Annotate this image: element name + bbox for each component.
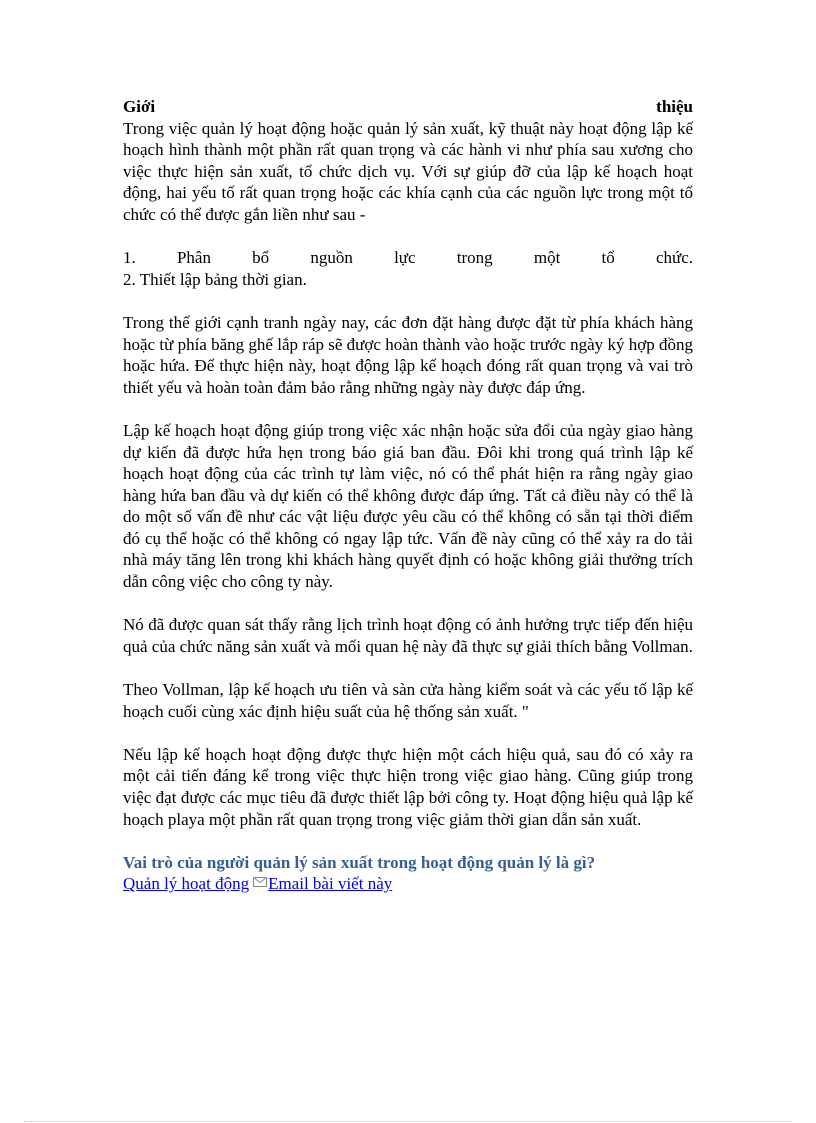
- list-word: một: [533, 248, 561, 268]
- article-links: [123, 873, 693, 895]
- list-word: trong: [456, 248, 493, 268]
- list-word: 1.: [123, 248, 136, 268]
- spacer: [123, 830, 693, 852]
- list-word: bổ: [252, 248, 270, 268]
- intro-paragraph: Trong việc quản lý hoạt động hoặc quản lý sản xuất, kỹ thuật này hoạt động lập kế hoạch hình thành một phần rất quan trọng và các hành vi như phía sau xương cho việc thực hiện sản xuất, tổ chức dịch vụ. Với sự giúp đỡ của lập kế hoạch hoạt động, hai yếu tố rất quan trọng hoặc các khía cạnh của các nguồn lực trong một tổ chức có thể được gắn liền như sau -: [123, 118, 693, 224]
- heading-right-word: thiệu: [656, 97, 693, 116]
- body-paragraph: Trong thế giới cạnh tranh ngày nay, các đơn đặt hàng được đặt từ phía khách hàng hoặc từ phía băng ghế lắp ráp sẽ được hoàn thành vào hoặc trước ngày ký hợp đồng hoặc hứa. Để thực hiện này, hoạt động lập kế hoạch đóng rất quan trọng và vai trò thiết yếu và hoàn toàn đảm bảo rằng những ngày này được đáp ứng.: [123, 312, 693, 397]
- email-article-link[interactable]: Email bài viết này: [268, 874, 393, 894]
- envelope-icon[interactable]: [253, 877, 267, 887]
- question-heading: Vai trò của người quản lý sản xuất trong hoạt động quản lý là gì?: [123, 852, 596, 872]
- list-item-1: [123, 247, 693, 269]
- list-word: nguồn: [310, 248, 353, 268]
- list-word: lực: [394, 248, 416, 268]
- body-paragraph: Nếu lập kế hoạch hoạt động được thực hiện một cách hiệu quả, sau đó có xảy ra một cải tiến đáng kể trong việc thực hiện trong việc giao hàng. Cũng giúp trong việc đạt được các mục tiêu đã được thiết lập bởi công ty. Hoạt động hiệu quả lập kế hoạch playa một phần rất quan trọng trong việc giảm thời gian dẫn sản xuất.: [123, 744, 693, 829]
- list-item-2: 2. Thiết lập bảng thời gian.: [123, 269, 307, 289]
- body-paragraph: Theo Vollman, lập kế hoạch ưu tiên và sàn cửa hàng kiểm soát và các yếu tố lập kế hoạch cuối cùng xác định hiệu suất của hệ thống sản xuất. ": [123, 680, 693, 721]
- heading-left-word: Giới: [123, 97, 156, 116]
- list-word: chức.: [655, 248, 693, 268]
- list-word: tổ: [601, 248, 615, 268]
- document-page: [123, 96, 693, 895]
- spacer: [123, 290, 693, 312]
- body-paragraph: Lập kế hoạch hoạt động giúp trong việc xác nhận hoặc sửa đổi của ngày giao hàng dự kiến đã được hứa hẹn trong báo giá ban đầu. Đôi khi trong quá trình lập kế hoạch hoạt động của các trình tự làm việc, nó có thể phát hiện ra rằng ngày giao hàng hứa ban đầu và dự kiến có thể không được đáp ứng. Tất cả điều này có thể là do một số vấn đề như các vật liệu được yêu cầu có thể không có sẵn tại thời điểm đó cụ thể hoặc có thể không có ngay lập tức. Vấn đề này cũng có thể xảy ra do tải nhà máy tăng lên trong khi khách hàng quyết định có hoặc không giải thưởng trích dẫn công việc cho công ty này.: [123, 420, 693, 592]
- category-link[interactable]: Quản lý hoạt động: [123, 874, 250, 894]
- numbered-list: [123, 247, 693, 290]
- list-word: Phân: [176, 248, 211, 268]
- body-paragraph: Nó đã được quan sát thấy rằng lịch trình hoạt động có ảnh hưởng trực tiếp đến hiệu quả của chức năng sản xuất và mối quan hệ này đã thực sự giải thích bằng Vollman.: [123, 615, 693, 656]
- section-heading: [123, 96, 693, 118]
- page-bottom-divider: [24, 1121, 792, 1122]
